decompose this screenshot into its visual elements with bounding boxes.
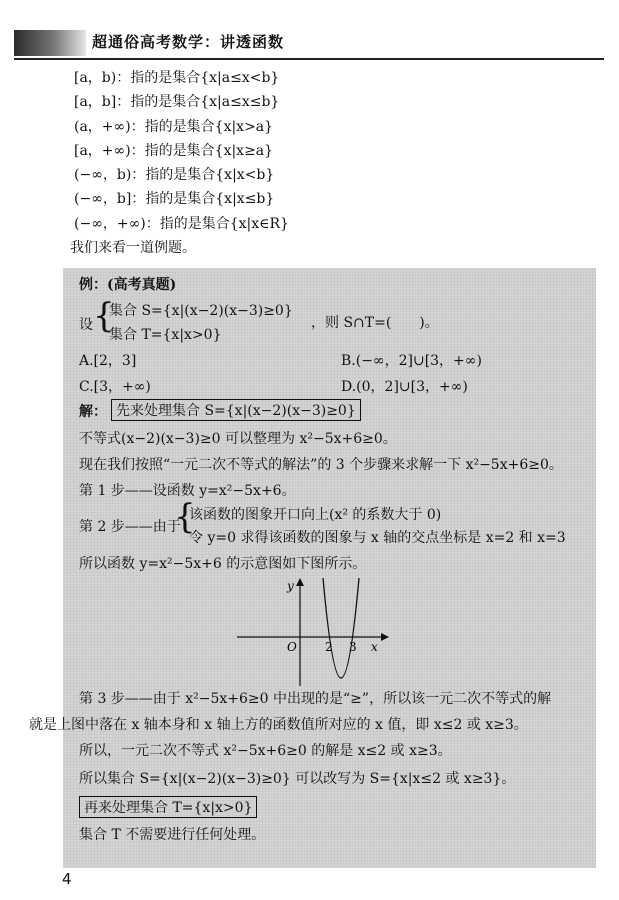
solution-label: 解： (79, 404, 107, 420)
step-1: 第 1 步——设函数 y=x²−5x+6。 (79, 483, 296, 499)
page-header (0, 0, 619, 62)
header-rule (14, 58, 604, 60)
step-3-continued: 就是上图中落在 x 轴本身和 x 轴上方的函数值所对应的 x 值，即 x≤2 或 x≥3。 (29, 717, 528, 733)
interval-line: [a，+∞)：指的是集合{x|x≥a} (74, 142, 274, 159)
step-2-prefix: 第 2 步——由于 (79, 519, 181, 535)
interval-line: [a，b]：指的是集合{x|a≤x≤b} (74, 94, 280, 111)
interval-line: (a，+∞)：指的是集合{x|x>a} (74, 118, 274, 135)
solution-line: 集合 T 不需要进行任何处理。 (79, 827, 266, 843)
y-axis-arrow (296, 578, 304, 586)
left-brace: { (93, 296, 115, 336)
question-text: ，则 S∩T=( )。 (311, 315, 439, 331)
option-a: A.[2，3] (79, 353, 137, 369)
step-2-reason-a: 该函数的图象开口向上(x² 的系数大于 0) (189, 507, 442, 523)
parabola-curve (323, 578, 359, 678)
header-gradient-band (14, 30, 86, 56)
page-number: 4 (62, 870, 72, 888)
interval-line: (−∞，b]：指的是集合{x|x≤b} (74, 191, 275, 208)
solution-box-s: 先来处理集合 S={x|(x−2)(x−3)≥0} (111, 399, 361, 421)
solution-line: 现在我们按照“一元二次不等式的解法”的 3 个步骤来求解一下 x²−5x+6≥0。 (79, 457, 563, 473)
solution-line: 所以，一元二次不等式 x²−5x+6≥0 的解是 x≤2 或 x≥3。 (79, 743, 452, 759)
step-3: 第 3 步——由于 x²−5x+6≥0 中出现的是“≥”，所以该一元二次不等式的解 (79, 691, 552, 707)
root-3-label: 3 (349, 640, 357, 654)
book-title: 超通俗高考数学：讲透函数 (92, 33, 285, 51)
y-axis-label: y (287, 579, 294, 593)
set-prefix: 设 (79, 317, 93, 333)
origin-label: O (287, 640, 297, 654)
solution-box-t: 再来处理集合 T={x|x>0} (79, 796, 257, 818)
option-d: D.(0，2]∪[3，+∞) (341, 379, 468, 395)
option-b: B.(−∞，2]∪[3，+∞) (341, 353, 482, 369)
solution-line: 所以集合 S={x|(x−2)(x−3)≥0} 可以改写为 S={x|x≤2 或 x≥3}。 (79, 771, 516, 787)
interval-line: (−∞，+∞)：指的是集合{x|x∈R} (74, 215, 289, 232)
root-2-label: 2 (325, 640, 333, 654)
interval-definitions (70, 66, 594, 260)
solution-line: 不等式(x−2)(x−3)≥0 可以整理为 x²−5x+6≥0。 (79, 431, 397, 447)
x-axis-label: x (371, 640, 378, 654)
interval-line: (−∞，b)：指的是集合{x|x<b} (74, 167, 275, 184)
step-2-reason-b: 令 y=0 求得该函数的图象与 x 轴的交点坐标是 x=2 和 x=3 (189, 530, 566, 546)
interval-line: [a，b)：指的是集合{x|a≤x<b} (74, 70, 280, 86)
intro-text: 我们来看一道例题。 (70, 240, 196, 257)
example-title: 例：(高考真题) (79, 277, 177, 293)
x-axis-arrow (381, 633, 389, 641)
solution-line: 所以函数 y=x²−5x+6 的示意图如下图所示。 (79, 556, 367, 572)
set-t-definition: 集合 T={x|x>0} (109, 327, 222, 343)
step-2-brace: { (174, 497, 196, 537)
set-s-definition: 集合 S={x|(x−2)(x−3)≥0} (109, 303, 293, 319)
option-c: C.[3，+∞) (79, 379, 151, 395)
example-panel (29, 268, 596, 868)
